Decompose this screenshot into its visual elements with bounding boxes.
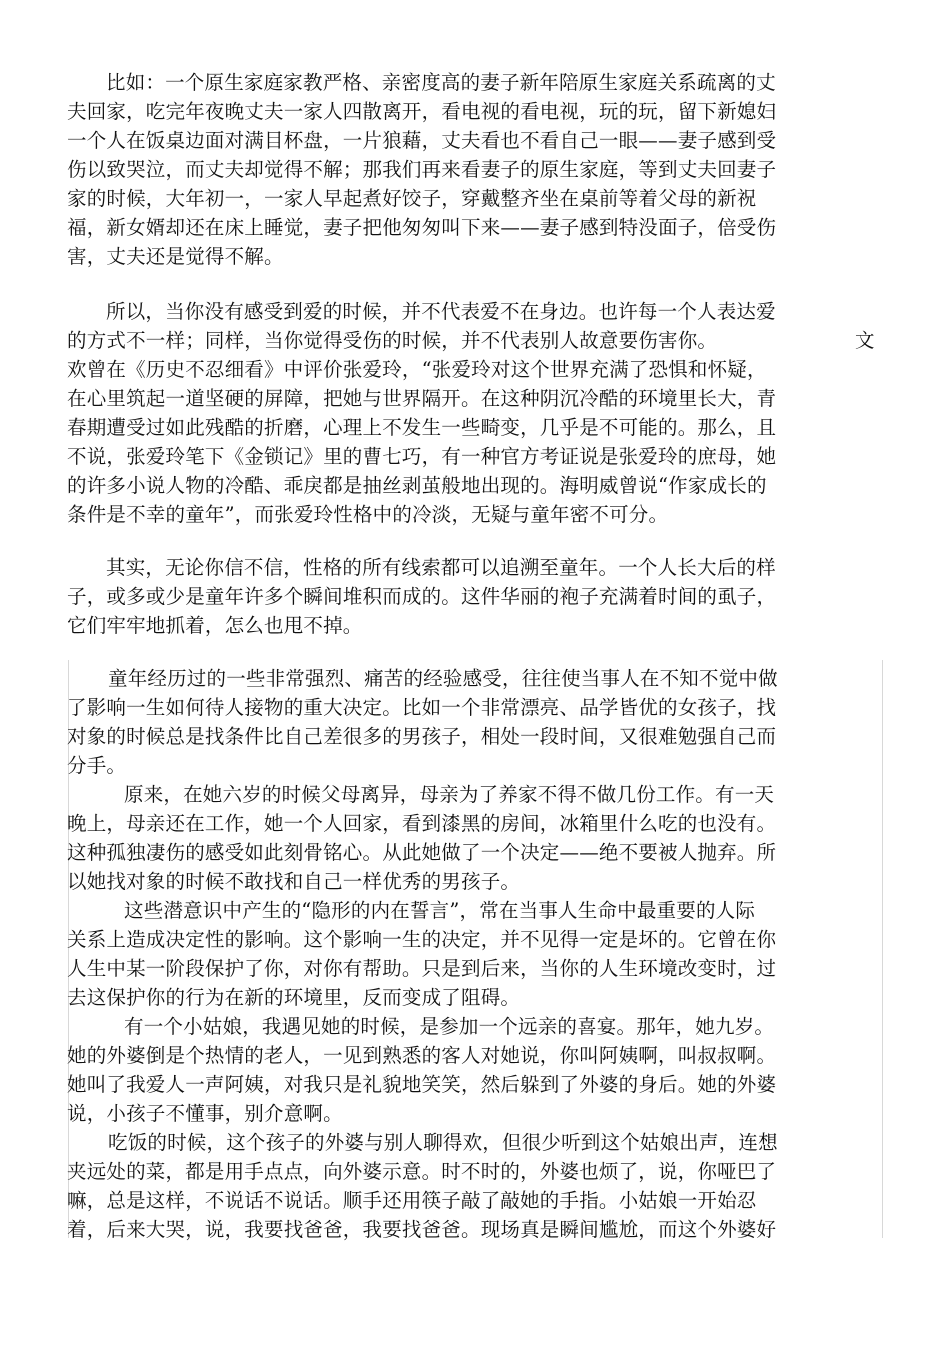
text-line: 了影响一生如何待人接物的重大决定。比如一个非常漂亮、品学皆优的女孩子，找	[67, 696, 777, 719]
text-line: 春期遭受过如此残酷的折磨，心理上不发生一些畸变，几乎是不可能的。那么，且	[67, 416, 777, 439]
text-line: 子，或多或少是童年许多个瞬间堆积而成的。这件华丽的袍子充满着时间的虱子，	[67, 585, 777, 608]
text-line: 这些潜意识中产生的“隐形的内在誓言”，常在当事人生命中最重要的人际	[124, 899, 756, 922]
text-line: 夹远处的菜，都是用手点点，向外婆示意。时不时的，外婆也烦了，说，你哑巴了	[67, 1160, 777, 1183]
text-line: 人生中某一阶段保护了你，对你有帮助。只是到后来，当你的人生环境改变时，过	[67, 957, 777, 980]
text-line: 比如：一个原生家庭家教严格、亲密度高的妻子新年陪原生家庭关系疏离的丈	[106, 71, 776, 94]
text-line: 关系上造成决定性的影响。这个影响一生的决定，并不见得一定是坏的。它曾在你	[67, 928, 777, 951]
text-line: 它们牢牢地抓着，怎么也甩不掉。	[67, 614, 363, 637]
text-line: 不说，张爱玲笔下《金锁记》里的曹七巧，有一种官方考证说是张爱玲的庶母，她	[67, 445, 777, 468]
text-line: 的方式不一样；同样，当你觉得受伤的时候，并不代表别人故意要伤害你。	[67, 329, 718, 352]
text-line: 她的外婆倒是个热情的老人，一见到熟悉的客人对她说，你叫阿姨啊，叫叔叔啊。	[67, 1044, 777, 1067]
text-line: 嘛，总是这样，不说话不说话。顺手还用筷子敲了敲她的手指。小姑娘一开始忍	[67, 1189, 757, 1212]
text-line: 欢曾在《历史不忍细看》中评价张爱玲，“张爱玲对这个世界充满了恐惧和怀疑，	[67, 358, 767, 381]
text-line: 夫回家，吃完年夜晚丈夫一家人四散离开，看电视的看电视，玩的玩，留下新媳妇	[67, 100, 777, 123]
text-line: 其实，无论你信不信，性格的所有线索都可以追溯至童年。一个人长大后的样	[106, 556, 776, 579]
text-line: 原来，在她六岁的时候父母离异，母亲为了养家不得不做几份工作。有一天	[124, 783, 775, 806]
section-border-right	[882, 660, 883, 1238]
text-line: 吃饭的时候，这个孩子的外婆与别人聊得欢，但很少听到这个姑娘出声，连想	[108, 1131, 778, 1154]
text-line: 说，小孩子不懂事，别介意啊。	[67, 1102, 343, 1125]
text-line: 童年经历过的一些非常强烈、痛苦的经验感受，往往使当事人在不知不觉中做	[108, 667, 778, 690]
text-line: 条件是不幸的童年”，而张爱玲性格中的冷淡，无疑与童年密不可分。	[67, 503, 669, 526]
text-line: 对象的时候总是找条件比自己差很多的男孩子，相处一段时间，又很难勉强自己而	[67, 725, 777, 748]
text-line: 去这保护你的行为在新的环境里，反而变成了阻碍。	[67, 986, 521, 1009]
text-line: 的许多小说人物的冷酷、乖戾都是抽丝剥茧般地出现的。海明威曾说“作家成长的	[67, 474, 767, 497]
text-line: 伤以致哭泣，而丈夫却觉得不解；那我们再来看妻子的原生家庭，等到丈夫回妻子	[67, 158, 777, 181]
text-line: 以她找对象的时候不敢找和自己一样优秀的男孩子。	[67, 870, 521, 893]
stray-character: 文	[855, 329, 875, 352]
text-line: 有一个小姑娘，我遇见她的时候，是参加一个远亲的喜宴。那年，她九岁。	[124, 1015, 775, 1038]
text-line: 着，后来大哭，说，我要找爸爸，我要找爸爸。现场真是瞬间尴尬，而这个外婆好	[67, 1218, 777, 1241]
text-line: 一个人在饭桌边面对满目杯盘，一片狼藉，丈夫看也不看自己一眼——妻子感到受	[67, 129, 777, 152]
text-line: 她叫了我爱人一声阿姨，对我只是礼貌地笑笑，然后躲到了外婆的身后。她的外婆	[67, 1073, 777, 1096]
text-line: 晚上，母亲还在工作，她一个人回家，看到漆黑的房间，冰箱里什么吃的也没有。	[67, 812, 777, 835]
text-line: 分手。	[67, 754, 127, 777]
text-line: 所以，当你没有感受到爱的时候，并不代表爱不在身边。也许每一个人表达爱	[106, 300, 776, 323]
text-line: 这种孤独凄伤的感受如此刻骨铭心。从此她做了一个决定——绝不要被人抛弃。所	[67, 841, 777, 864]
text-line: 家的时候，大年初一，一家人早起煮好饺子，穿戴整齐坐在桌前等着父母的新祝	[67, 187, 757, 210]
text-line: 害，丈夫还是觉得不解。	[67, 245, 284, 268]
text-line: 在心里筑起一道坚硬的屏障，把她与世界隔开。在这种阴沉冷酷的环境里长大，青	[67, 387, 777, 410]
text-line: 福，新女婿却还在床上睡觉，妻子把他匆匆叫下来——妻子感到特没面子，倍受伤	[67, 216, 777, 239]
